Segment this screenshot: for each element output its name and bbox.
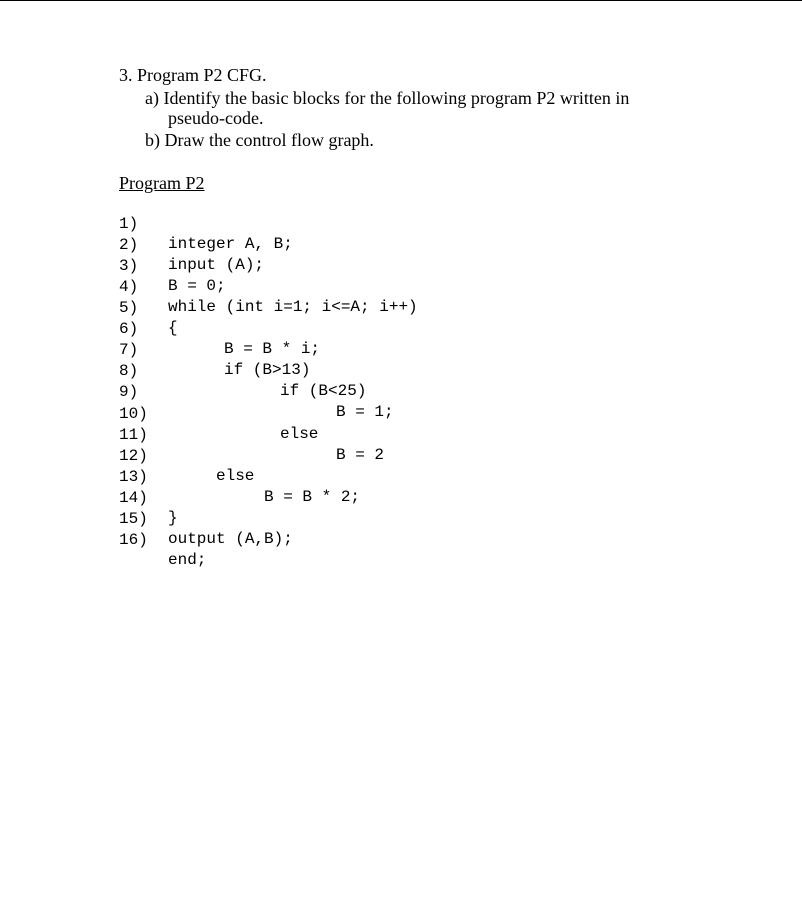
line-number: 1) bbox=[119, 215, 139, 233]
line-number: 5) bbox=[119, 299, 139, 317]
code-text: B = 0; bbox=[168, 277, 226, 295]
code-text: if (B>13) bbox=[224, 361, 311, 379]
code-text: B = 2 bbox=[336, 446, 385, 464]
line-number: 11) bbox=[119, 426, 148, 444]
code-text: } bbox=[168, 509, 178, 527]
code-text: { bbox=[168, 319, 178, 337]
line-number: 16) bbox=[119, 531, 148, 549]
code-text: else bbox=[280, 425, 319, 443]
code-text: if (B<25) bbox=[280, 382, 367, 400]
code-text: while (int i=1; i<=A; i++) bbox=[168, 298, 418, 316]
part-b-text: b) Draw the control flow graph. bbox=[145, 130, 374, 150]
line-number: 13) bbox=[119, 468, 148, 486]
line-number: 4) bbox=[119, 278, 139, 296]
code-text: B = 1; bbox=[336, 403, 394, 421]
line-number: 9) bbox=[119, 383, 139, 401]
part-a-continuation: pseudo-code. bbox=[168, 108, 264, 128]
code-text: integer A, B; bbox=[168, 235, 293, 253]
code-text: input (A); bbox=[168, 256, 265, 274]
question-heading: 3. Program P2 CFG. bbox=[119, 65, 267, 85]
part-a-text: a) Identify the basic blocks for the following program P2 written in bbox=[145, 88, 630, 108]
code-text: output (A,B); bbox=[168, 530, 293, 548]
code-text: B = B * i; bbox=[224, 340, 321, 358]
line-number: 12) bbox=[119, 447, 148, 465]
line-number: 8) bbox=[119, 362, 139, 380]
line-number: 15) bbox=[119, 510, 148, 528]
line-number: 7) bbox=[119, 341, 139, 359]
line-number: 3) bbox=[119, 257, 139, 275]
code-text: end; bbox=[168, 551, 207, 569]
code-text: B = B * 2; bbox=[264, 488, 361, 506]
line-number: 14) bbox=[119, 489, 148, 507]
top-border-line bbox=[0, 0, 802, 1]
line-number: 6) bbox=[119, 320, 139, 338]
line-number: 2) bbox=[119, 236, 139, 254]
program-title: Program P2 bbox=[119, 173, 205, 193]
line-number: 10) bbox=[119, 405, 148, 423]
code-text: else bbox=[216, 467, 255, 485]
